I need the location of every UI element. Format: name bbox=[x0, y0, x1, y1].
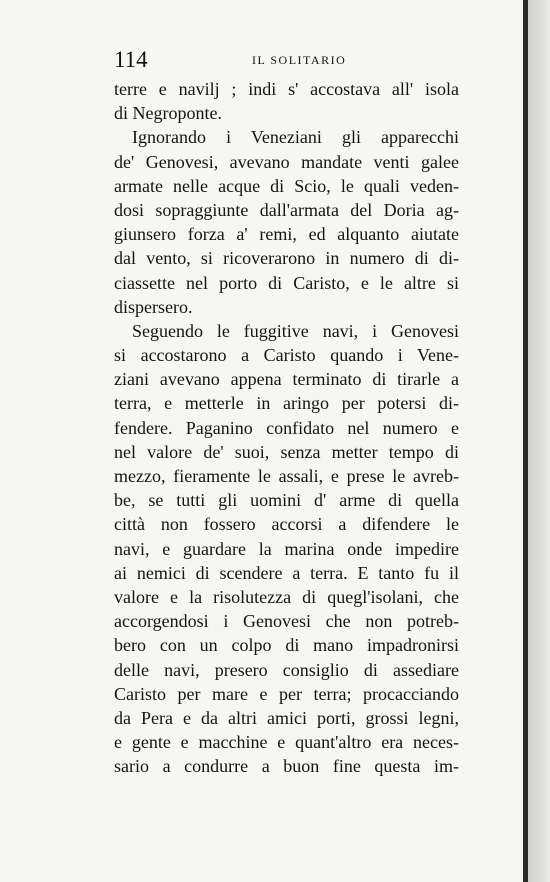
text-line: città non fossero accorsi a difendere le bbox=[114, 514, 459, 535]
page-header bbox=[114, 46, 459, 74]
text-line: terra, e metterle in aringo per potersi di- bbox=[114, 393, 459, 414]
text-line: armate nelle acque di Scio, le quali veden- bbox=[114, 175, 459, 196]
page-edge-shadow bbox=[528, 0, 550, 882]
text-line: be, se tutti gli uomini d' arme di quella bbox=[114, 490, 459, 511]
text-line: Seguendo le fuggitive navi, i Genovesi bbox=[132, 320, 459, 341]
text-line: delle navi, presero consiglio di assediare bbox=[114, 659, 459, 680]
text-line: da Pera e da altri amici porti, grossi legni, bbox=[114, 707, 459, 728]
text-line: terre e navilj ; indi s' accostava all' isola bbox=[114, 79, 459, 99]
text-line: valore e la risolutezza di quegl'isolani, che bbox=[114, 586, 459, 607]
text-line: ciassette nel porto di Caristo, e le altre si bbox=[114, 272, 459, 293]
page-number: 114 bbox=[114, 47, 148, 72]
text-line: bero con un colpo di mano impadronirsi bbox=[114, 635, 459, 656]
text-line: dispersero. bbox=[114, 296, 193, 317]
body-text bbox=[114, 77, 459, 778]
running-head: IL SOLITARIO bbox=[252, 53, 347, 67]
text-line: navi, e guardare la marina onde impedire bbox=[114, 538, 459, 559]
text-line: Ignorando i Veneziani gli apparecchi bbox=[132, 127, 459, 148]
text-line: e gente e macchine e quant'altro era neces- bbox=[114, 732, 459, 753]
text-line: sario a condurre a buon fine questa im- bbox=[114, 756, 459, 777]
text-line: giunsero forza a' remi, ed alquanto aiutate bbox=[114, 224, 459, 245]
text-line: Caristo per mare e per terra; procacciando bbox=[114, 683, 459, 704]
text-line: de' Genovesi, avevano mandate venti galee bbox=[114, 151, 459, 172]
binding-edge bbox=[523, 0, 528, 882]
text-line: dal vento, si ricoverarono in numero di di- bbox=[114, 248, 459, 269]
text-line: dosi sopraggiunte dall'armata del Doria ag- bbox=[114, 199, 459, 220]
text-line: accorgendosi i Genovesi che non potreb- bbox=[114, 611, 459, 632]
text-line: si accostarono a Caristo quando i Vene- bbox=[114, 345, 459, 366]
text-line: ziani avevano appena terminato di tirarle a bbox=[114, 369, 459, 390]
text-line: fendere. Paganino confidato nel numero e bbox=[114, 417, 459, 438]
text-line: mezzo, fieramente le assali, e prese le avreb- bbox=[114, 466, 459, 486]
text-line: ai nemici di scendere a terra. E tanto fu il bbox=[114, 562, 459, 583]
text-line: di Negroponte. bbox=[114, 103, 222, 124]
text-line: nel valore de' suoi, senza metter tempo di bbox=[114, 441, 459, 462]
